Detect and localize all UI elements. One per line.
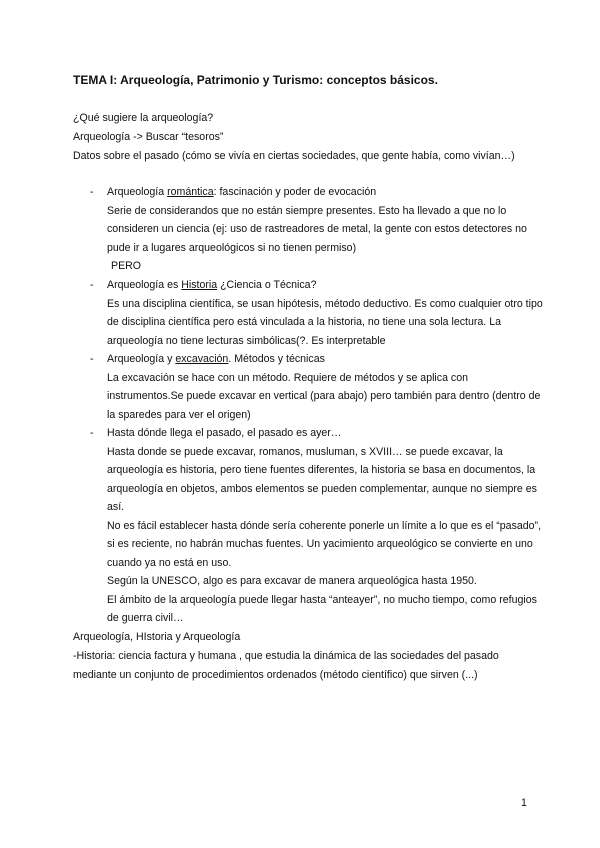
heading-underlined: Historia	[181, 279, 218, 291]
item-body: Hasta donde se puede excavar, romanos, musluman, s XVIII… se puede excavar, la arqueología es historia, pero tiene fuentes diferentes, la historia se basa en documentos, la arqueología en objetos, ambos elementos se pueden complementar, aunque no siempre es así.	[107, 445, 537, 513]
item-body: El ámbito de la arqueología puede llegar hasta “anteayer”, no mucho tiempo, como refugios de guerra civil…	[107, 593, 537, 624]
bullet-dash: -	[90, 186, 94, 198]
heading-text: Arqueología	[107, 186, 168, 198]
item-heading	[107, 183, 543, 202]
item-body: No es fácil establecer hasta dónde sería coherente ponerle un límite a lo que es el “pasado”, si es reciente, no habrán muchas fuentes. Un yacimiento arqueológico se convierte en uno cuando ya no está en uso.	[107, 519, 542, 569]
intro-question: ¿Qué sugiere la arqueología?	[73, 112, 214, 124]
section-heading: Arqueología, HIstoria y Arqueología	[73, 630, 241, 643]
heading-text-after: ¿Ciencia o Técnica?	[217, 279, 317, 291]
list-item-pasado	[73, 424, 543, 628]
list-item-romantica	[73, 183, 543, 257]
bullet-dash: -	[90, 279, 94, 291]
page-number: 1	[521, 797, 527, 809]
heading-text: Arqueología es	[107, 279, 182, 291]
topic-list	[73, 183, 543, 628]
item-body: La excavación se hace con un método. Requiere de métodos y se aplica con instrumentos.Se puede excavar en vertical (para abajo) pero también para dentro (dentro de la sparedes para ver el origen)	[107, 371, 541, 421]
list-item-historia	[73, 276, 543, 350]
item-body: Es una disciplina científica, se usan hipótesis, método deductivo. Es como cualquier otro tipo de disciplina científica pero está vinculada a la historia, no tiene una sola lectura. La arqueología no tiene lecturas simbólicas(?. Es interpretable	[107, 297, 543, 347]
closing-paragraph: -Historia: ciencia factura y humana , que estudia la dinámica de las sociedades del pasado mediante un conjunto de procedimientos ordenados (método científico) que sirven (...)	[73, 649, 499, 681]
bullet-dash: -	[90, 353, 94, 365]
item-body: Según la UNESCO, algo es para excavar de manera arqueológica hasta 1950.	[107, 575, 477, 587]
heading-text: Hasta dónde llega el pasado, el pasado es ayer…	[107, 427, 342, 439]
page-content	[73, 72, 543, 685]
item-heading	[107, 424, 543, 443]
item-heading	[107, 350, 543, 369]
list-item-excavacion	[73, 350, 543, 424]
page-title: TEMA I: Arqueología, Patrimonio y Turismo: conceptos básicos.	[73, 73, 438, 87]
heading-underlined: excavación	[175, 353, 229, 365]
pero-label: PERO	[111, 260, 142, 272]
heading-text-after: : fascinación y poder de evocación	[213, 186, 377, 198]
bullet-dash: -	[90, 427, 94, 439]
heading-text: Arqueología y	[107, 353, 176, 365]
heading-text-after: . Métodos y técnicas	[228, 353, 325, 365]
heading-underlined: romántica	[167, 186, 214, 198]
item-heading	[107, 276, 543, 295]
intro-paragraph: Datos sobre el pasado (cómo se vivía en ciertas sociedades, que gente había, como vivían…)	[73, 150, 515, 162]
intro-line: Arqueología -> Buscar “tesoros”	[73, 131, 224, 143]
item-body: Serie de considerandos que no están siempre presentes. Esto ha llevado a que no lo consideren un ciencia (ej: uso de rastreadores de metal, la gente con estos detectores no pude ir a lugares arqueológicos si no tienen permiso)	[107, 204, 527, 254]
